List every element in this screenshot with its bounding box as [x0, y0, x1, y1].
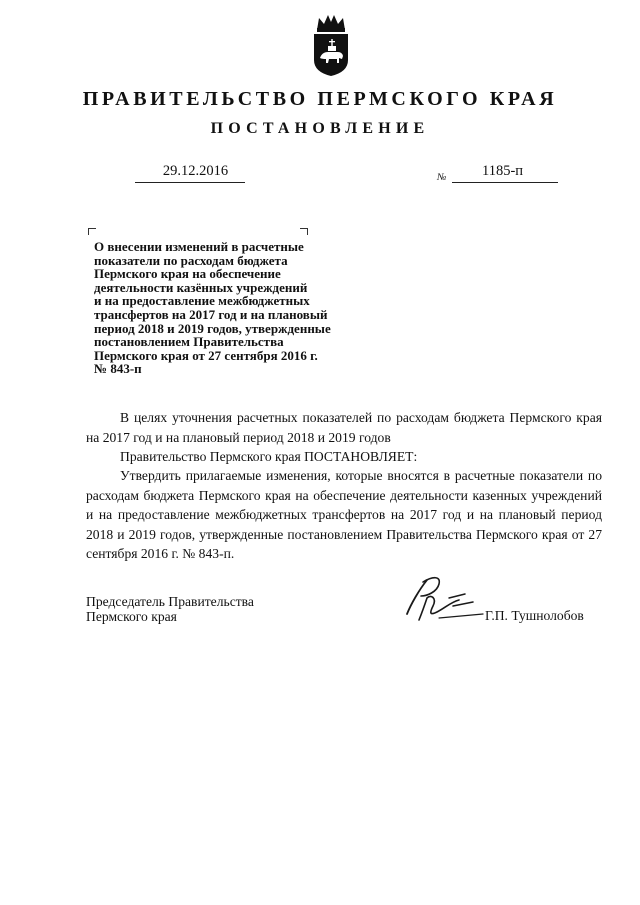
handwritten-signature-icon	[393, 568, 493, 624]
signer-name: Г.П. Тушнолобов	[485, 608, 584, 623]
document-number: 1185-п	[482, 163, 524, 179]
number-underline	[452, 182, 558, 183]
body-paragraph-resolves: Правительство Пермского края ПОСТАНОВЛЯЕТ:	[120, 449, 418, 464]
organization-title: ПРАВИТЕЛЬСТВО ПЕРМСКОГО КРАЯ	[82, 88, 558, 110]
number-label: №	[437, 172, 447, 183]
document-subject: О внесении изменений в расчетные показатели по расходам бюджета Пермского края на обеспечение деятельности казённых учреждений и на предоставление межбюджетных трансфертов на 2017 год и на плановый период 2018 и 2019 годов, утвержденные постановлением Правительства Пермского края от 27 сентября 2016 г. № 843-п	[94, 239, 331, 377]
perm-krai-coat-of-arms-icon	[308, 12, 354, 78]
document-type: ПОСТАНОВЛЕНИЕ	[210, 120, 430, 137]
subject-corner-left	[88, 228, 96, 235]
signer-position: Председатель Правительства Пермского края	[86, 594, 254, 624]
document-date: 29.12.2016	[162, 163, 229, 179]
body-paragraph-approve: Утвердить прилагаемые изменения, которые вносятся в расчетные показатели по расходам бюджета Пермского края на обеспечение деятельности казенных учреждений и на предоставление межбюджетных трансфертов на 2017 год и на плановый период 2018 и 2019 годов, утвержденные постановлением Правительства Пермского края от 27 сентября 2016 г. № 843-п.	[86, 468, 602, 561]
subject-corner-right	[300, 228, 308, 235]
body-paragraph-purpose: В целях уточнения расчетных показателей по расходам бюджета Пермского края на 2017 год и на плановый период 2018 и 2019 годов	[86, 410, 602, 445]
date-underline	[135, 182, 245, 183]
